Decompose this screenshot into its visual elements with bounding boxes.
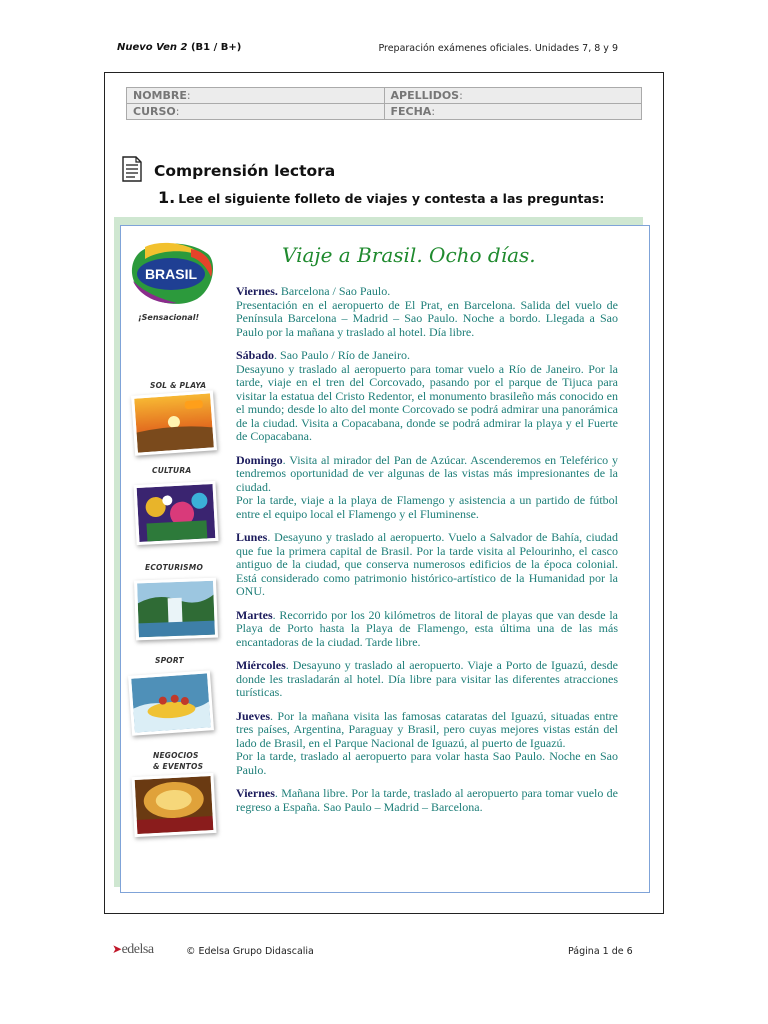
book-level: (B1 / B+) bbox=[190, 42, 242, 53]
photo-carnival bbox=[133, 481, 218, 545]
day-miercoles: Miércoles. Desayuno y traslado al aeropuerto. Viaje a Porto de Iguazú, desde donde les trasladarán al hotel. Día libre para visitar las diferentes atracciones turísticas. bbox=[236, 658, 618, 699]
day-viernes-final: Viernes. Mañana libre. Por la tarde, traslado al aeropuerto para tomar vuelo de regreso a España. Sao Paulo – Madrid – Barcelona. bbox=[236, 786, 618, 814]
nombre-field[interactable]: NOMBRE: bbox=[127, 88, 385, 104]
day-name: Sábado bbox=[236, 348, 275, 362]
category-cultura: CULTURA bbox=[152, 466, 192, 475]
photo-waterfall bbox=[134, 578, 218, 641]
day-name: Lunes bbox=[236, 530, 268, 544]
day-name: Domingo bbox=[236, 452, 283, 467]
photo-theater bbox=[131, 773, 216, 837]
question-1 bbox=[158, 188, 604, 207]
question-text: Lee el siguiente folleto de viajes y contesta a las preguntas: bbox=[178, 191, 605, 206]
day-viernes: Viernes. Barcelona / Sao Paulo. Presentación en el aeropuerto de El Prat, en Barcelona. Salida del vuelo de Península Barcelona – Madrid – Sao Paulo. Noche a bordo. Llegada a Sao Paulo por la mañana y traslado al hotel. Día libre. bbox=[236, 284, 618, 339]
day-lunes: Lunes. Desayuno y traslado al aeropuerto. Vuelo a Salvador de Bahía, ciudad que fue la primera capital de Brasil. Por la tarde visita al Pelourinho, el casco antiguo de la ciudad, que conserva numerosos edificios de la época colonial. Está considerado como patrimonio histórico-artístico de la Humanidad por la ONU. bbox=[236, 530, 618, 598]
category-ecoturismo: ECOTURISMO bbox=[145, 563, 204, 572]
brochure-slogan: ¡Sensacional! bbox=[138, 313, 200, 322]
day-name: Miércoles bbox=[236, 658, 286, 672]
day-name: Martes bbox=[236, 607, 273, 622]
brochure-title: Viaje a Brasil. Ocho días. bbox=[282, 243, 536, 267]
page-number: Página 1 de 6 bbox=[568, 946, 633, 957]
day-martes: Martes. Recorrido por los 20 kilómetros de litoral de playas que van desde la Playa de Porto hasta la Playa de Flamengo, esta última una de las más encantadoras de la ciudad. Tarde libre. bbox=[236, 607, 618, 649]
category-negocios: NEGOCIOS bbox=[153, 751, 199, 760]
category-sport: SPORT bbox=[155, 656, 184, 665]
itinerary bbox=[236, 285, 618, 824]
book-title: Nuevo Ven 2 bbox=[117, 42, 188, 53]
day-name: Viernes bbox=[236, 786, 275, 800]
day-name: Jueves bbox=[236, 708, 270, 723]
publisher-logo: ➤edelsa bbox=[112, 942, 154, 957]
document-icon bbox=[122, 156, 142, 182]
curso-field[interactable]: CURSO: bbox=[127, 104, 385, 120]
photo-rafting bbox=[128, 670, 214, 736]
day-jueves: Jueves. Por la mañana visita las famosas cataratas del Iguazú, situadas entre tres países, Argentina, Paraguay y Brasil, pero cuyas mejores vistas están del lado de Brasil, en el Parque Nacional de Iguazú, al puerto de Iguazú. Por la tarde, traslado al aeropuerto para volar hasta Sao Paulo. Noche en Sao Paulo. bbox=[236, 708, 618, 777]
brasil-logo bbox=[131, 241, 215, 307]
apellidos-field[interactable]: APELLIDOS: bbox=[384, 88, 642, 104]
category-sol-playa: SOL & PLAYA bbox=[150, 381, 207, 390]
swoosh-icon: ➤ bbox=[112, 942, 122, 956]
student-id-table bbox=[126, 87, 642, 120]
question-number: 1. bbox=[158, 188, 176, 207]
section-title: Comprensión lectora bbox=[154, 162, 336, 180]
copyright: © Edelsa Grupo Didascalia bbox=[186, 946, 314, 957]
day-sabado: Sábado. Sao Paulo / Río de Janeiro. Desayuno y traslado al aeropuerto para tomar vuelo a Río de Janeiro. Por la tarde, viaje en el tren del Corcovado, pasando por el parque de Tijuca para visitar la estatua del Cristo Redentor, el monumento brasileño más conocido en el mundo; desde lo alto del monte Corcovado se podrá admirar una panorámica de la ciudad. Visita a Copacabana, donde se podrá admirar la playa y el Fuerte de Copacabana. bbox=[236, 348, 618, 443]
fecha-field[interactable]: FECHA: bbox=[384, 104, 642, 120]
logo-text: BRASIL bbox=[144, 266, 198, 282]
book-title-header bbox=[117, 42, 241, 53]
header-subtitle: Preparación exámenes oficiales. Unidades 7, 8 y 9 bbox=[378, 43, 618, 54]
category-eventos: & EVENTOS bbox=[153, 762, 204, 771]
day-name: Viernes. bbox=[236, 284, 278, 298]
day-domingo: Domingo. Visita al mirador del Pan de Azúcar. Ascenderemos en Teleférico y tendremos oportunidad de ver algunas de las vistas más impresionantes de la ciudad. Por la tarde, viaje a la playa de Flamengo y asistencia a un partido de fútbol entre el equipo local el Flamengo y el Fluminense. bbox=[236, 452, 618, 521]
photo-beach bbox=[131, 390, 217, 456]
